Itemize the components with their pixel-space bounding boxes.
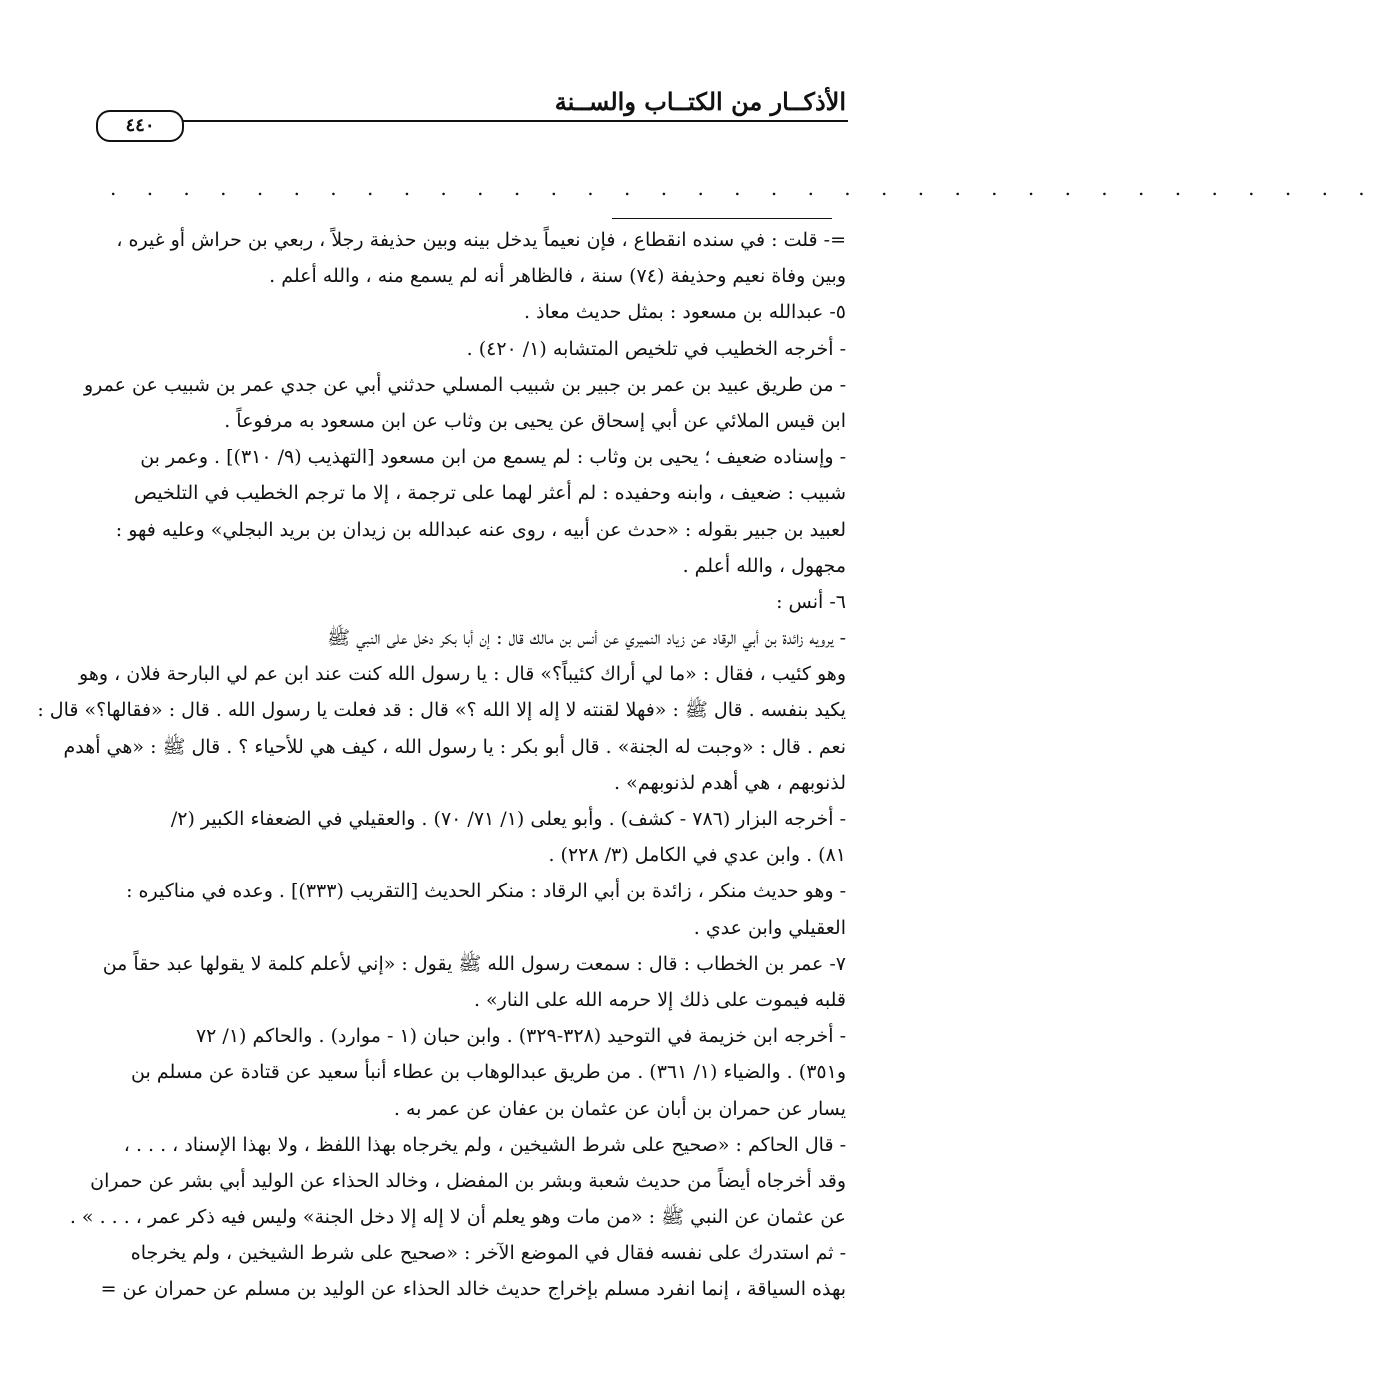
footnote-text (37, 222, 846, 1308)
text-line: قلبه فيموت على ذلك إلا حرمه الله على النار» . (473, 988, 846, 1011)
running-header-title: الأذكــار من الكتــاب والســنة (554, 87, 846, 116)
text-line: - قال الحاكم : «صحيح على شرط الشيخين ، ولم يخرجاه بهذا اللفظ ، ولا بهذا الإسناد ، . . . ، (123, 1133, 846, 1156)
text-line: يسار عن حمران بن أبان عن عثمان بن عفان عن عمر به . (393, 1097, 846, 1120)
text-line: - يرويه زائدة بن أبي الرقاد عن زياد النميري عن أنس بن مالك قال : إن أبا بكر دخل على النبي ﷺ (327, 627, 846, 650)
text-line: بهذه السياقة ، إنما انفرد مسلم بإخراج حديث خالد الحذاء عن الوليد بن مسلم عن حمران عن = (100, 1278, 846, 1301)
header-rule (180, 120, 848, 122)
text-line: عن عثمان عن النبي ﷺ : «من مات وهو يعلم أن لا إله إلا دخل الجنة» وليس فيه ذكر عمر ، . . . » . (69, 1206, 846, 1229)
separator-dots: . . . . . . . . . . . . . . . . . . . . . . . . . . . . . . . . . . . (110, 176, 1377, 200)
text-line: - من طريق عبيد بن عمر بن جبير بن شبيب المسلي حدثني أبي عن جدي عمر بن شبيب عن عمرو (83, 373, 846, 396)
text-line: العقيلي وابن عدي . (693, 916, 846, 939)
text-line: ٥- عبدالله بن مسعود : بمثل حديث معاذ . (524, 301, 846, 324)
text-line: ٦- أنس : (776, 590, 846, 613)
text-line: ابن قيس الملائي عن أبي إسحاق عن يحيى بن وثاب عن ابن مسعود به مرفوعاً . (224, 409, 846, 432)
text-line: - وهو حديث منكر ، زائدة بن أبي الرقاد : منكر الحديث [التقريب (٣٣٣)] . وعده في مناكيره : (126, 880, 846, 903)
text-line: نعم . قال : «وجبت له الجنة» . قال أبو بكر : يا رسول الله ، كيف هي للأحياء ؟ . قال ﷺ : «هي أهدم (63, 735, 846, 758)
text-line: =- قلت : في سنده انقطاع ، فإن نعيماً يدخل بينه وبين حذيفة رجلاً ، ربعي بن حراش أو غيره ، (116, 229, 846, 251)
text-line: يكيد بنفسه . قال ﷺ : «فهلا لقنته لا إله إلا الله ؟» قال : قد فعلت يا رسول الله . قال : «فقالها؟» قال : (37, 699, 846, 722)
text-line: - ثم استدرك على نفسه فقال في الموضع الآخر : «صحيح على شرط الشيخين ، ولم يخرجاه (130, 1242, 846, 1265)
text-line: لذنوبهم ، هي أهدم لذنوبهم» . (614, 771, 846, 794)
text-line: مجهول ، والله أعلم . (682, 554, 846, 577)
text-line: ٧- عمر بن الخطاب : قال : سمعت رسول الله ﷺ يقول : «إني لأعلم كلمة لا يقولها عبد حقاً من (102, 952, 846, 975)
text-line: - وإسناده ضعيف ؛ يحيى بن وثاب : لم يسمع من ابن مسعود [التهذيب (٩/ ٣١٠)] . وعمر بن (140, 446, 846, 469)
footnote-rule (612, 218, 832, 219)
text-line: - أخرجه ابن خزيمة في التوحيد (٣٢٨-٣٢٩) . وابن حبان (١ - موارد) . والحاكم (١/ ٧٢ (195, 1025, 846, 1048)
text-line: وقد أخرجاه أيضاً من حديث شعبة وبشر بن المفضل ، وخالد الحذاء عن الوليد أبي بشر عن حمران (90, 1169, 846, 1192)
text-line: و٣٥١) . والضياء (١/ ٣٦١) . من طريق عبدالوهاب بن عطاء أنبأ سعيد عن قتادة عن مسلم بن (131, 1061, 846, 1084)
text-line: - أخرجه الخطيب في تلخيص المتشابه (١/ ٤٢٠) . (466, 337, 846, 360)
text-line: وهو كئيب ، فقال : «ما لي أراك كئيباً؟» قال : يا رسول الله كنت عند ابن عم لي البارحة فلان ، وهو (79, 663, 846, 686)
text-line: لعبيد بن جبير بقوله : «حدث عن أبيه ، روى عنه عبدالله بن زيدان بن بريد البجلي» وعليه فهو : (115, 518, 846, 541)
text-line: ٨١) . وابن عدي في الكامل (٣/ ٢٢٨) . (548, 844, 846, 867)
text-line: وبين وفاة نعيم وحذيفة (٧٤) سنة ، فالظاهر أنه لم يسمع منه ، والله أعلم . (269, 265, 846, 288)
text-line: شبيب : ضعيف ، وابنه وحفيده : لم أعثر لهما على ترجمة ، إلا ما ترجم الخطيب في التلخيص (134, 482, 846, 505)
page-number: ٤٤٠ (96, 110, 184, 142)
text-line: - أخرجه البزار (٧٨٦ - كشف) . وأبو يعلى (١/ ٧١/ ٧٠) . والعقيلي في الضعفاء الكبير (٢/ (170, 808, 846, 830)
